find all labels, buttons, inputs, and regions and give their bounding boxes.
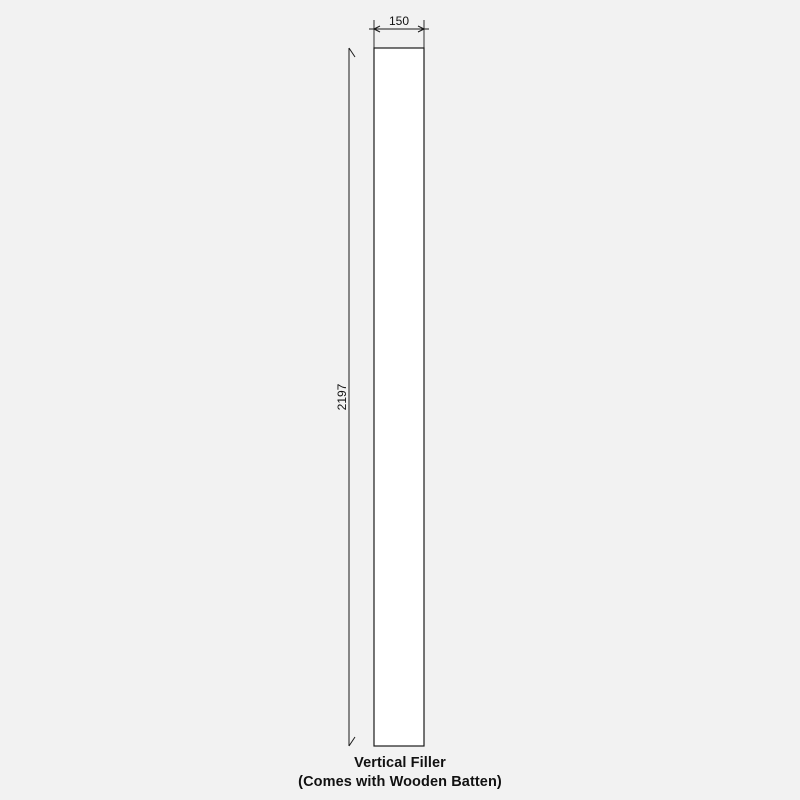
height-dimension-label: 2197 [335,383,349,411]
width-dimension [369,14,429,48]
height-arrow-top [349,48,355,57]
width-dimension-label: 150 [388,14,410,28]
part-title: Vertical Filler [354,755,446,771]
height-dimension [335,48,355,746]
part-note: (Comes with Wooden Batten) [298,774,502,790]
vertical-filler-panel [374,48,424,746]
height-arrow-bottom [349,737,355,746]
